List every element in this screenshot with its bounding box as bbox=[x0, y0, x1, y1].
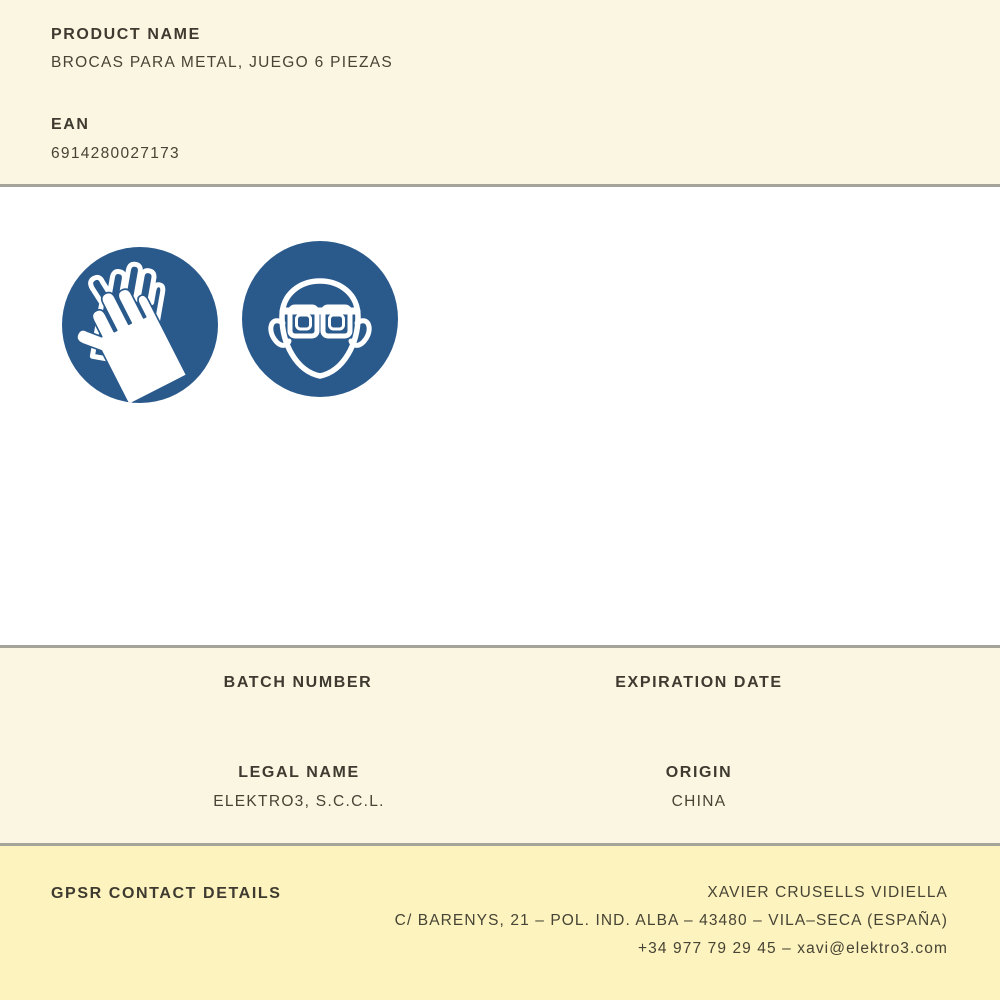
safety-pictograms-section bbox=[0, 187, 1000, 645]
legal-name-value: ELEKTRO3, S.C.C.L. bbox=[213, 793, 385, 810]
batch-number-label: BATCH NUMBER bbox=[223, 674, 373, 691]
origin-label: ORIGIN bbox=[665, 764, 733, 781]
gpsr-contact-block bbox=[395, 879, 948, 963]
product-name-label: PRODUCT NAME bbox=[51, 26, 201, 43]
gpsr-contact-person: XAVIER CRUSELLS VIDIELLA bbox=[707, 884, 948, 901]
ean-value: 6914280027173 bbox=[51, 145, 180, 162]
gpsr-contact-phone-email: +34 977 79 29 45 – xavi@elektro3.com bbox=[638, 940, 948, 957]
ean-label: EAN bbox=[51, 116, 90, 133]
product-name-value: BROCAS PARA METAL, JUEGO 6 PIEZAS bbox=[51, 54, 394, 71]
gpsr-contact-address: C/ BARENYS, 21 – POL. IND. ALBA – 43480 – VILA–SECA (ESPAÑA) bbox=[394, 912, 948, 929]
legal-name-label: LEGAL NAME bbox=[238, 764, 360, 781]
batch-details-section bbox=[0, 648, 1000, 843]
product-info-section bbox=[0, 0, 1000, 184]
wear-gloves-icon bbox=[62, 247, 218, 403]
gpsr-contact-section bbox=[0, 846, 1000, 1000]
expiration-date-label: EXPIRATION DATE bbox=[615, 674, 783, 691]
origin-value: CHINA bbox=[671, 793, 727, 810]
wear-eye-protection-icon bbox=[242, 241, 398, 397]
gpsr-contact-label: GPSR CONTACT DETAILS bbox=[51, 885, 282, 902]
